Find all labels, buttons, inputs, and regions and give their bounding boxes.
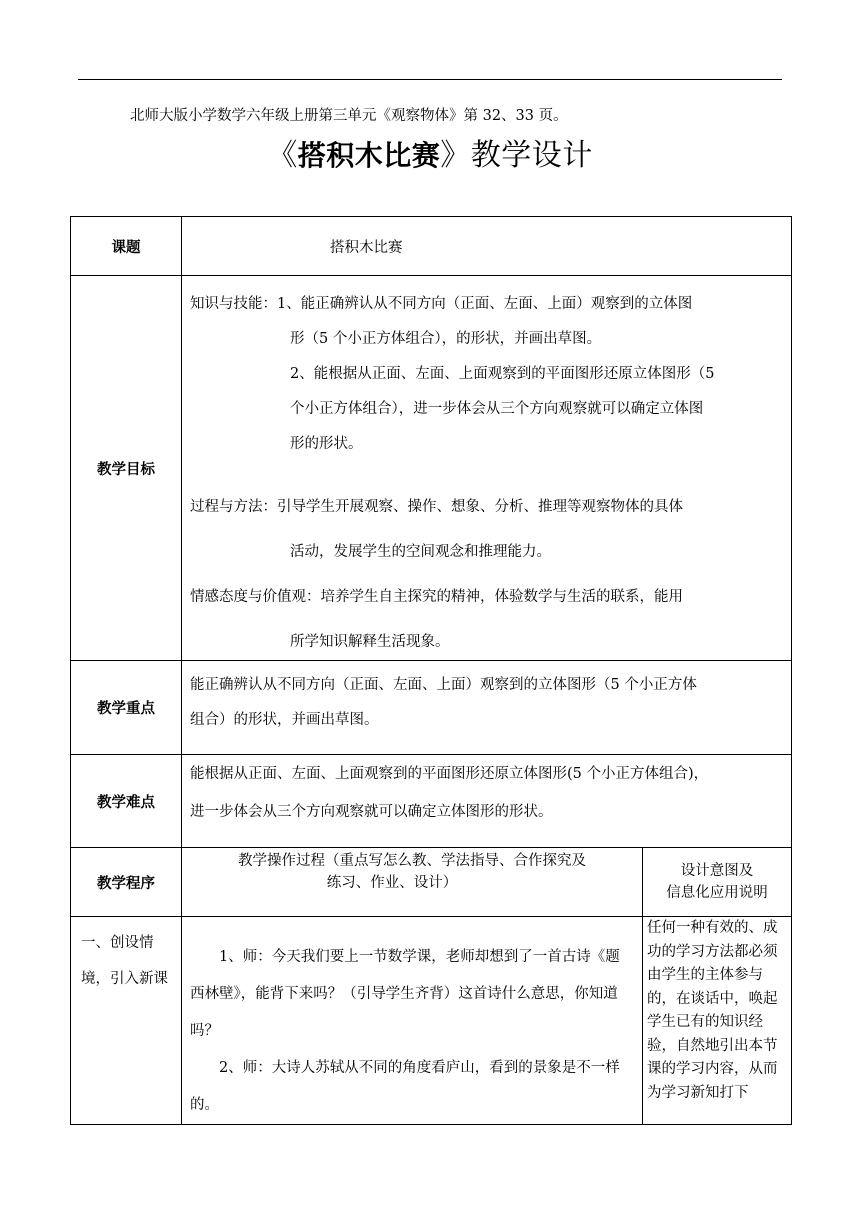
- process-paragraph: 2、师：大诗人苏轼从不同的角度看庐山，看到的景象是不一样的。: [190, 1060, 620, 1113]
- header-text: 练习、作业、设计）: [326, 875, 458, 891]
- lesson-plan-table: [70, 216, 792, 1125]
- section-1-title: 一、创设情境，引入新课: [71, 917, 182, 1125]
- topic-value: 搭积木比赛: [182, 217, 792, 276]
- title-open: 《: [267, 138, 298, 173]
- process-method-label: 过程与方法：: [190, 499, 277, 515]
- procedure-process-header: [182, 848, 643, 917]
- objective-line: [190, 490, 791, 525]
- difficulties-text: 能根据从正面、左面、上面观察到的平面图形还原立体图形(5 个小正方体组合)，: [190, 766, 709, 782]
- objectives-label: 教学目标: [71, 276, 182, 661]
- row-objectives: [71, 276, 792, 661]
- objective-line: [190, 580, 791, 615]
- topic-label: 课题: [71, 217, 182, 276]
- row-key-points: [71, 661, 792, 755]
- key-points-label: 教学重点: [71, 661, 182, 755]
- header-text: 信息化应用说明: [666, 885, 768, 901]
- header-text: 设计意图及: [680, 863, 754, 879]
- objective-text: 形（5 个小正方体组合），的形状，并画出草图。: [290, 331, 602, 347]
- objective-text: 所学知识解释生活现象。: [290, 634, 450, 650]
- process-paragraph: 1、师：今天我们要上一节数学课，老师却想到了一首古诗《题西林壁》，能背下来吗？（引导学生齐背）这首诗什么意思，你知道吗？: [190, 949, 620, 1039]
- emotion-value-label: 情感态度与价值观：: [190, 589, 321, 605]
- objective-text: 1、能正确辨认从不同方向（正面、左面、上面）观察到的立体图: [277, 296, 693, 312]
- objective-text: 培养学生自主探究的精神，体验数学与生活的联系，能用: [320, 589, 683, 605]
- difficulties-label: 教学难点: [71, 755, 182, 848]
- section-1-intent: 任何一种有效的、成功的学习方法都必须由学生的主体参与的，在谈话中，唤起学生已有的知识经验，自然地引出本节课的学习内容，从而为学习新知打下: [643, 917, 792, 1125]
- row-topic: [71, 217, 792, 276]
- row-difficulties: [71, 755, 792, 848]
- objective-text: 引导学生开展观察、操作、想象、分析、推理等观察物体的具体: [277, 499, 683, 515]
- procedure-label: 教学程序: [71, 848, 182, 917]
- difficulties-content: [182, 755, 792, 848]
- objective-line: [190, 287, 791, 322]
- objective-text: 个小正方体组合），进一步体会从三个方向观察就可以确定立体图: [290, 401, 704, 417]
- knowledge-skill-label: 知识与技能：: [190, 296, 277, 312]
- header-text: 教学操作过程（重点写怎么教、学法指导、合作探究及: [238, 853, 586, 869]
- source-note: 北师大版小学数学六年级上册第三单元《观察物体》第 32、33 页。: [130, 108, 568, 124]
- key-points-content: [182, 661, 792, 755]
- title-bold: 搭积木比赛: [297, 139, 441, 172]
- header-rule: [78, 79, 782, 80]
- page-title: [0, 130, 860, 174]
- key-points-text: 组合）的形状，并画出草图。: [190, 712, 379, 728]
- key-points-text: 能正确辨认从不同方向（正面、左面、上面）观察到的立体图形（5 个小正方体: [190, 677, 697, 693]
- objective-text: 形的形状。: [290, 436, 363, 452]
- row-procedure-header: [71, 848, 792, 917]
- procedure-intent-header: [643, 848, 792, 917]
- objective-text: 活动，发展学生的空间观念和推理能力。: [290, 544, 551, 560]
- objectives-content: [182, 276, 792, 661]
- objective-text: 2、能根据从正面、左面、上面观察到的平面图形还原立体图形（5: [290, 366, 715, 382]
- row-section-1: [71, 917, 792, 1125]
- section-1-process: [182, 917, 643, 1125]
- difficulties-text: 进一步体会从三个方向观察就可以确定立体图形的形状。: [190, 804, 553, 820]
- title-rest: 》教学设计: [440, 138, 593, 173]
